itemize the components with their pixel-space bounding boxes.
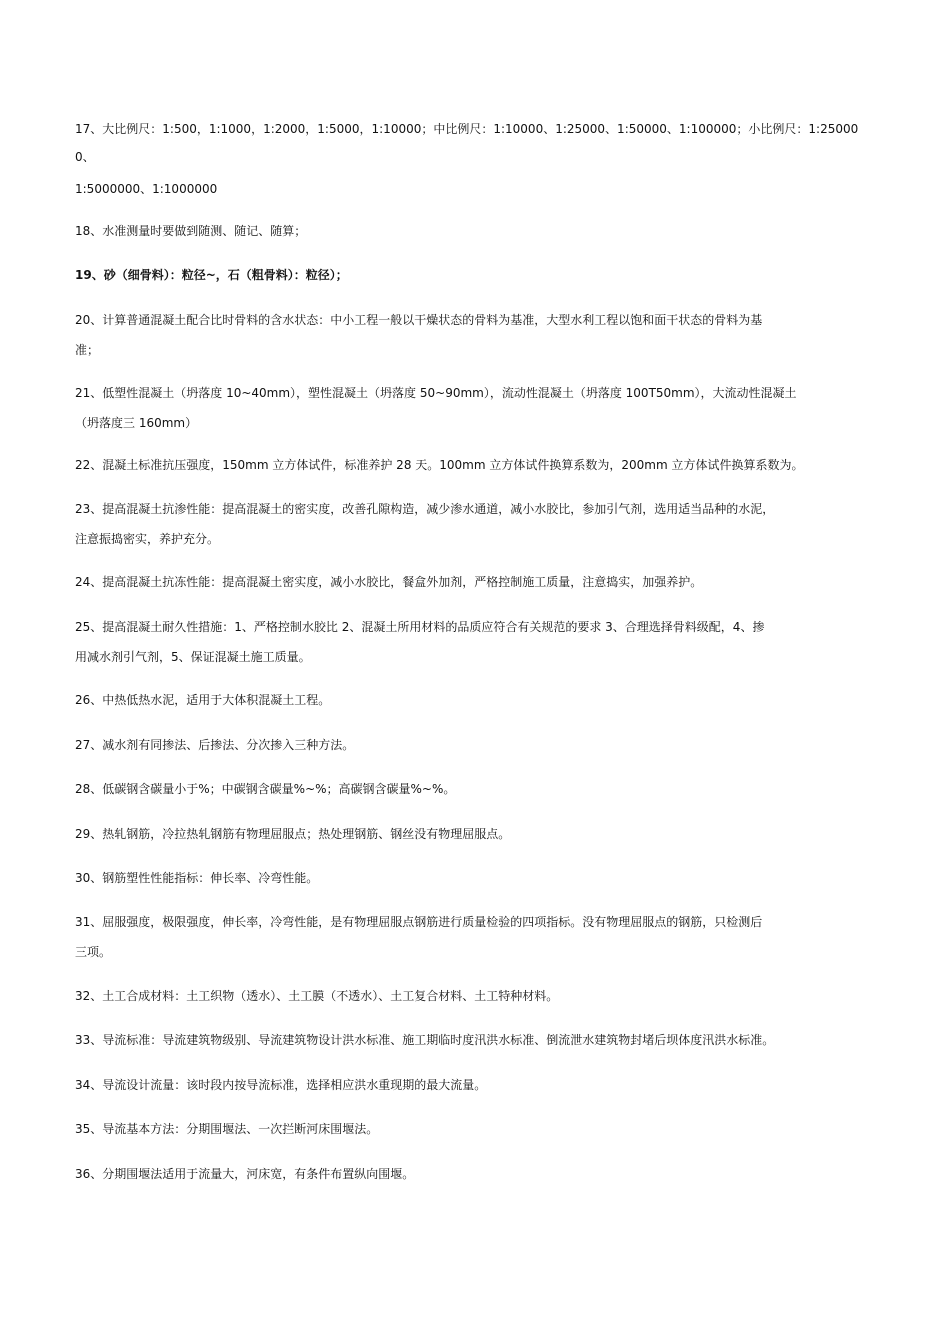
line: 30、钢筋塑性性能指标：伸长率、冷弯性能。 xyxy=(75,871,319,885)
paragraph-17 xyxy=(75,114,875,204)
line: 26、中热低热水泥，适用于大体积混凝土工程。 xyxy=(75,693,331,707)
paragraph-31 xyxy=(75,907,875,967)
line: 27、减水剂有同掺法、后掺法、分次掺入三种方法。 xyxy=(75,738,355,752)
paragraph-18 xyxy=(75,216,875,246)
line: 20、计算普通混凝土配合比时骨料的含水状态：中小工程一般以干燥状态的骨料为基准，大型水利工程以饱和面干状态的骨料为基 xyxy=(75,313,763,327)
line: 17、大比例尺：1:500，1:1000，1:2000，1:5000，1:10000；中比例尺：1:10000、1:25000、1:50000、1:100000；小比例尺：1:25000 xyxy=(75,122,859,136)
line: 0、 xyxy=(75,150,95,164)
line: 36、分期围堰法适用于流量大，河床宽，有条件布置纵向围堰。 xyxy=(75,1167,415,1181)
line: （坍落度三 160mm） xyxy=(75,416,198,430)
line: 注意振捣密实，养护充分。 xyxy=(75,532,220,546)
line: 18、水准测量时要做到随测、随记、随算； xyxy=(75,224,307,238)
paragraph-32 xyxy=(75,981,875,1011)
line: 25、提高混凝土耐久性措施：1、严格控制水胶比 2、混凝土所用材料的品质应符合有关规范的要求 3、合理选择骨料级配，4、掺 xyxy=(75,620,765,634)
paragraph-19 xyxy=(75,260,875,290)
paragraph-23 xyxy=(75,494,875,554)
line: 33、导流标准：导流建筑物级别、导流建筑物设计洪水标准、施工期临时度汛洪水标准、倒流泄水建筑物封堵后坝体度汛洪水标准。 xyxy=(75,1033,775,1047)
line: 1:5000000、1:1000000 xyxy=(75,182,218,196)
line: 21、低塑性混凝土（坍落度 10~40mm），塑性混凝土（坍落度 50~90mm），流动性混凝土（坍落度 100T50mm），大流动性混凝土 xyxy=(75,386,797,400)
line: 28、低碳钢含碳量小于%；中碳钢含碳量%~%；高碳钢含碳量%~%。 xyxy=(75,782,456,796)
line: 22、混凝土标准抗压强度，150mm 立方体试件，标准养护 28 天。100mm 立方体试件换算系数为，200mm 立方体试件换算系数为。 xyxy=(75,458,804,472)
paragraph-22 xyxy=(75,450,875,480)
paragraph-24 xyxy=(75,567,875,597)
line: 用减水剂引气剂，5、保证混凝土施工质量。 xyxy=(75,650,311,664)
paragraph-25 xyxy=(75,612,875,672)
line: 19、砂（细骨料）：粒径~，石（粗骨料）：粒径）； xyxy=(75,268,348,282)
paragraph-30 xyxy=(75,863,875,893)
line: 准； xyxy=(75,343,100,357)
paragraph-34 xyxy=(75,1070,875,1100)
line: 23、提高混凝土抗渗性能：提高混凝土的密实度，改善孔隙构造，减少渗水通道，减小水胶比，参加引气剂，选用适当品种的水泥， xyxy=(75,502,775,516)
line: 34、导流设计流量：该时段内按导流标准，选择相应洪水重现期的最大流量。 xyxy=(75,1078,487,1092)
paragraph-35 xyxy=(75,1114,875,1144)
paragraph-20 xyxy=(75,305,875,365)
line: 31、屈服强度，极限强度，伸长率，冷弯性能，是有物理屈服点钢筋进行质量检验的四项指标。没有物理屈服点的钢筋，只检测后 xyxy=(75,915,763,929)
line: 35、导流基本方法：分期围堰法、一次拦断河床围堰法。 xyxy=(75,1122,379,1136)
paragraph-21 xyxy=(75,378,875,438)
paragraph-28 xyxy=(75,774,875,804)
paragraph-26 xyxy=(75,685,875,715)
line: 三项。 xyxy=(75,945,112,959)
paragraph-29 xyxy=(75,819,875,849)
paragraph-36 xyxy=(75,1159,875,1189)
line: 32、土工合成材料：土工织物（透水）、土工膜（不透水）、土工复合材料、土工特种材料。 xyxy=(75,989,559,1003)
line: 24、提高混凝土抗冻性能：提高混凝土密实度，减小水胶比，餐盒外加剂，严格控制施工质量，注意捣实，加强养护。 xyxy=(75,575,703,589)
paragraph-33 xyxy=(75,1025,875,1055)
line: 29、热轧钢筋，冷拉热轧钢筋有物理屈服点；热处理钢筋、钢丝没有物理屈服点。 xyxy=(75,827,511,841)
paragraph-27 xyxy=(75,730,875,760)
